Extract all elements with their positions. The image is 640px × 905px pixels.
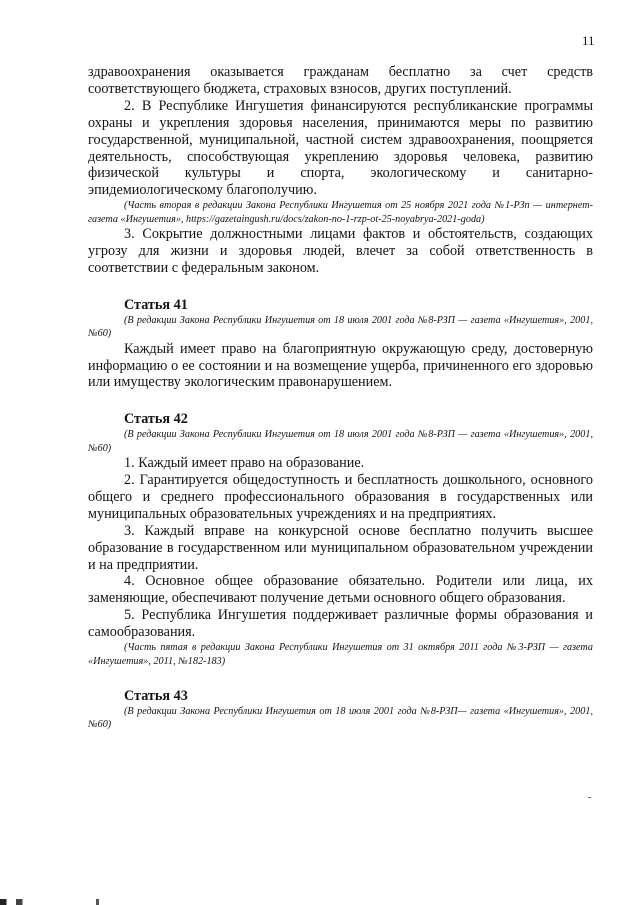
- article-42-part-3: 3. Каждый вправе на конкурсной основе бесплатно получить высшее образование в государственном или муниципальном образовательном учреждении и на предприятии.: [88, 522, 593, 573]
- article-42-part-2: 2. Гарантируется общедоступность и бесплатность дошкольного, основного общего и среднего профессионального образования в государственных или муниципальных образовательных учреждениях и на предприятиях.: [88, 472, 593, 522]
- article-43-note: (В редакции Закона Республики Ингушетия от 18 июля 2001 года №8-РЗП— газета «Ингушетия», 2001, №60): [88, 705, 593, 731]
- article-41-text: Каждый имеет право на благоприятную окружающую среду, достоверную информацию о ее состоянии и на возмещение ущерба, причиненного его здоровью или имуществу экологическим правонарушением.: [88, 340, 593, 391]
- paragraph-continuation: здравоохранения оказывается гражданам бесплатно за счет средств соответствующего бюджета, страховых взносов, других поступлений.: [88, 64, 593, 97]
- article-42-part-5: 5. Республика Ингушетия поддерживает различные формы образования и самообразования.: [88, 607, 593, 641]
- article-42-amendment-note: (Часть пятая в редакции Закона Республики Ингушетия от 31 октября 2011 года №3-РЗП — газета «Ингушетия», 2011, №182-183): [88, 642, 593, 667]
- scan-edge-artifact: [0, 899, 160, 905]
- amendment-note: (Часть вторая в редакции Закона Республики Ингушетия от 25 ноября 2021 года №1-РЗп — интернет-газета «Ингушетия», https://gazetaingush.ru/docs/zakon-no-1-rzp-ot-25-noyabrya-2021-goda): [88, 200, 593, 225]
- paragraph-part-2: 2. В Республике Ингушетия финансируются республиканские программы охраны и укрепления здоровья населения, принимаются меры по развитию государственной, муниципальной, частной систем здравоохранения, поощряется деятельность, способствующая укреплению здоровья человека, развитию физической культуры и спорта, экологическому и санитарно-эпидемиологическому благополучию.: [88, 97, 593, 199]
- scan-dash-mark: -: [588, 792, 592, 803]
- article-42-note: (В редакции Закона Республики Ингушетия от 18 июля 2001 года №8-РЗП — газета «Ингушетия», 2001, №60): [88, 429, 593, 454]
- article-41-title: Статья 41: [124, 296, 188, 313]
- article-43-title: Статья 43: [124, 687, 188, 704]
- page-number: 11: [582, 33, 595, 48]
- article-42-title: Статья 42: [124, 411, 188, 428]
- article-42-part-4: 4. Основное общее образование обязательно. Родители или лица, их заменяющие, обеспечивают получение детьми основного общего образования.: [88, 573, 593, 607]
- article-41-note: (В редакции Закона Республики Ингушетия от 18 июля 2001 года №8-РЗП — газета «Ингушетия», 2001, №60): [88, 314, 593, 340]
- document-body: [88, 64, 593, 732]
- article-42-part-1: 1. Каждый имеет право на образование.: [124, 455, 365, 472]
- paragraph-part-3: 3. Сокрытие должностными лицами фактов и обстоятельств, создающих угрозу для жизни и здоровья людей, влечет за собой ответственность в соответствии с федеральным законом.: [88, 226, 593, 276]
